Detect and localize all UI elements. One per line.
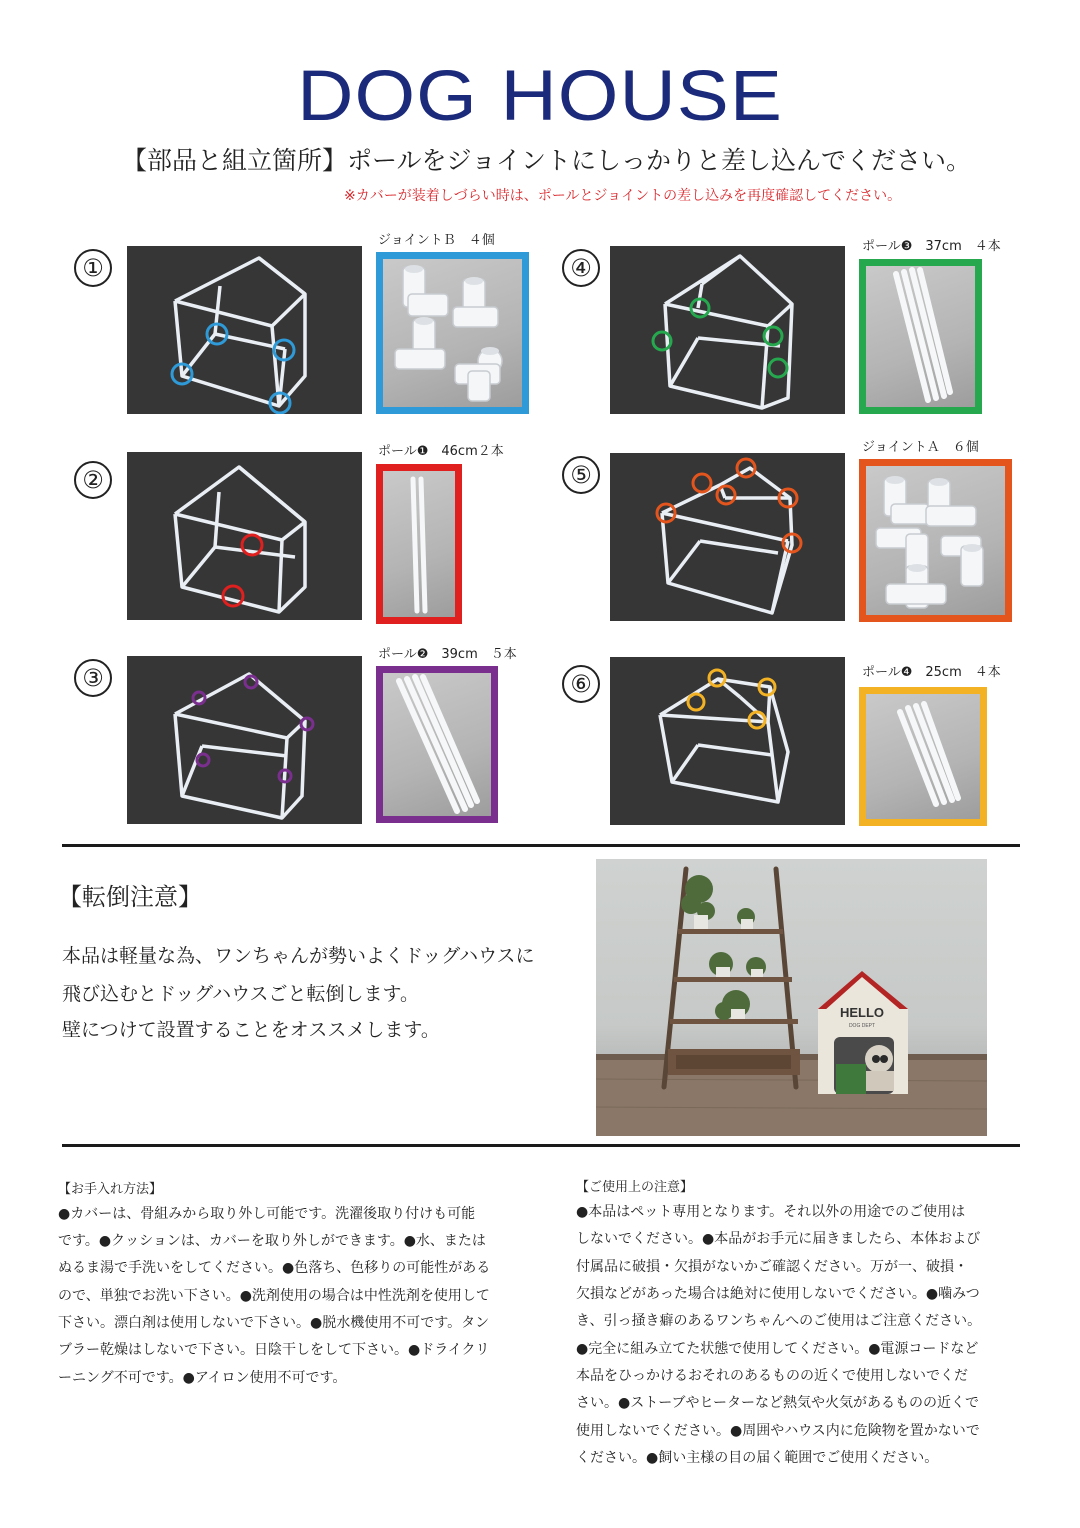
step-3-part-label: ポール❷ 39cm ５本 [378, 647, 517, 662]
pole-3-pieces [866, 266, 975, 407]
step-4-frame-photo [610, 246, 845, 414]
pole-marker [223, 586, 243, 606]
usage-line: 付属品に破損・欠損がないかご確認ください。万が一、破損・ [576, 1259, 968, 1275]
care-line: ので、単独でお洗い下さい。●洗剤使用の場合は中性洗剤を使用して [58, 1288, 490, 1304]
pole-4-pieces [866, 694, 980, 819]
step-6-part-label: ポール❹ 25cm ４本 [862, 665, 1001, 680]
step-3-part-photo [376, 666, 498, 823]
house-sign-sub: DOG DEPT [848, 1023, 876, 1029]
joint-a-pieces [866, 466, 1005, 615]
step-1-part-photo [376, 252, 529, 414]
step-2-frame-diagram [127, 452, 362, 620]
pole-1-pieces [383, 471, 455, 617]
step-4-frame-diagram [610, 246, 845, 414]
pole-marker [769, 359, 787, 377]
warning-line: 壁につけて設置することをオススメします。 [62, 1019, 440, 1041]
step-number-6: ⑥ [562, 665, 600, 703]
usage-line: 本品をひっかけるおそれのあるものの近くで使用しないでくだ [576, 1368, 968, 1384]
care-line: ぬるま湯で手洗いをしてください。●色落ち、色移りの可能性がある [58, 1260, 491, 1276]
usage-line: さい。●ストーブやヒーターなど熱気や火気があるものの近くで [576, 1395, 979, 1411]
care-line: ーニング不可です。●アイロン使用不可です。 [58, 1370, 347, 1386]
care-heading: 【お手入れ方法】 [58, 1182, 163, 1197]
step-6-frame-diagram [610, 657, 845, 825]
pole-marker [197, 754, 209, 766]
warning-title: 【転倒注意】 [58, 883, 202, 911]
house-sign: HELLO [839, 1005, 885, 1020]
step-number-1: ① [74, 249, 112, 287]
step-2-part-photo [376, 464, 462, 624]
section-divider [62, 1144, 1020, 1147]
step-5-part-photo [859, 459, 1012, 622]
page-subtitle: 【部品と組立箇所】ポールをジョイントにしっかりと差し込んでください。 [122, 146, 972, 175]
step-number-2: ② [74, 461, 112, 499]
joint-marker [693, 474, 711, 492]
step-1-frame-photo [127, 246, 362, 414]
care-line: ブラー乾燥はしないで下さい。日陰干しをして下さい。●ドライクリ [58, 1342, 490, 1358]
step-2-frame-photo [127, 452, 362, 620]
step-1-part-label: ジョイントＢ ４個 [378, 233, 495, 248]
usage-line: ください。●飼い主様の目の届く範囲でご使用ください。 [576, 1450, 939, 1466]
step-6-frame-photo [610, 657, 845, 825]
section-divider [62, 844, 1020, 847]
step-5-part-label: ジョイントＡ ６個 [862, 440, 979, 455]
step-3-frame-diagram [127, 656, 362, 824]
care-line: 下さい。漂白剤は使用しないで下さい。●脱水機使用不可です。タン [58, 1315, 490, 1331]
care-line: です。●クッションは、カバーを取り外しができます。●水、または [58, 1233, 486, 1249]
page-title: DOG HOUSE [297, 54, 783, 136]
usage-line: しないでください。●本品がお手元に届きましたら、本体および [576, 1231, 981, 1247]
usage-line: 使用しないでください。●周囲やハウス内に危険物を置かないで [576, 1423, 980, 1439]
step-4-part-label: ポール❸ 37cm ４本 [862, 239, 1001, 254]
pole-marker [688, 694, 704, 710]
step-number-4: ④ [562, 249, 600, 287]
assembly-note: ※カバーが装着しづらい時は、ポールとジョイントの差し込みを再度確認してください。 [344, 188, 902, 204]
step-6-part-photo [859, 687, 987, 826]
warning-line: 飛び込むとドッグハウスごと転倒します。 [62, 983, 420, 1005]
step-number-5: ⑤ [562, 456, 600, 494]
joint-marker [717, 486, 735, 504]
warning-line: 本品は軽量な為、ワンちゃんが勢いよくドッグハウスに [62, 945, 535, 967]
usage-line: 欠損などがあった場合は絶対に使用しないでください。●噛みつ [576, 1286, 980, 1302]
care-line: ●カバーは、骨組みから取り外し可能です。洗濯後取り付けも可能 [58, 1206, 476, 1222]
step-number-3: ③ [74, 659, 112, 697]
usage-line: ●完全に組み立てた状態で使用してください。●電源コードなど [576, 1341, 979, 1357]
joint-b-pieces [383, 259, 522, 407]
step-1-frame-diagram [127, 246, 362, 414]
pole-2-pieces [383, 673, 491, 816]
step-4-part-photo [859, 259, 982, 414]
step-5-frame-photo [610, 453, 845, 621]
usage-heading: 【ご使用上の注意】 [576, 1180, 694, 1195]
room-photo [596, 859, 987, 1136]
usage-line: き、引っ掻き癖のあるワンちゃんへのご使用はご注意ください。 [576, 1313, 982, 1329]
step-2-part-label: ポール❶ 46cm２本 [378, 444, 504, 459]
room-illustration [596, 859, 987, 1136]
step-3-frame-photo [127, 656, 362, 824]
step-5-frame-diagram [610, 453, 845, 621]
usage-line: ●本品はペット専用となります。それ以外の用途でのご使用は [576, 1204, 966, 1220]
